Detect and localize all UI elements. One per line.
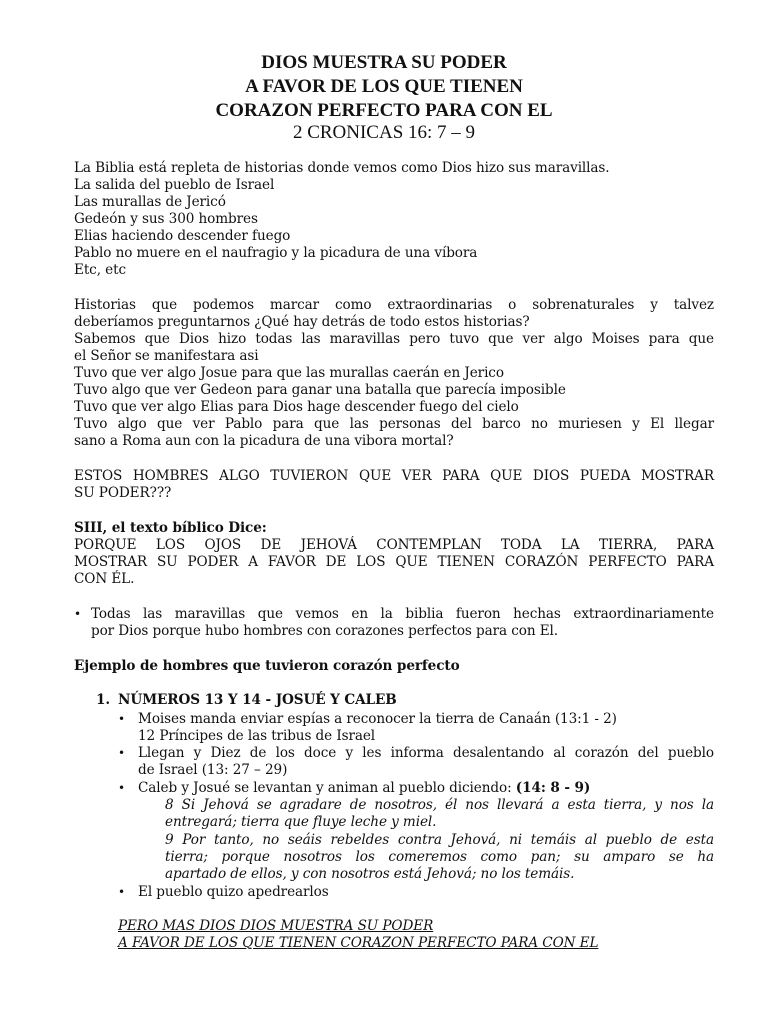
bullet-icon: •	[118, 712, 126, 726]
item-reference: (14: 8 - 9)	[515, 780, 591, 796]
title-line-2: A FAVOR DE LOS QUE TIENEN	[245, 76, 523, 97]
section-item-line: de Israel (13: 27 – 29)	[138, 762, 288, 778]
intro-line: Gedeón y sus 300 hombres	[74, 211, 258, 227]
verse-line: 8 Si Jehová se agradare de nosotros, él nos llevará a esta tierra, y nos la	[165, 797, 714, 813]
intro-line: Elias haciendo descender fuego	[74, 228, 291, 244]
item-text: Caleb y Josué se levantan y animan al pueblo diciendo:	[138, 780, 516, 796]
section-item-line: 12 Príncipes de las tribus de Israel	[138, 728, 376, 744]
intro-line: Etc, etc	[74, 262, 126, 278]
paragraph-line: Tuvo algo que ver Pablo para que las personas del barco no muriesen y El llegar	[74, 416, 714, 432]
verse-line: 9 Por tanto, no seáis rebeldes contra Jehová, ni temáis al pueblo de esta	[165, 832, 714, 848]
paragraph-line: Historias que podemos marcar como extraordinarias o sobrenaturales y talvez	[74, 297, 714, 313]
section-item-line: El pueblo quizo apedrearlos	[138, 884, 329, 900]
section-number: 1.	[96, 692, 110, 708]
paragraph-line: sano a Roma aun con la picadura de una vibora mortal?	[74, 433, 454, 449]
quote-line: CON ÉL.	[74, 571, 135, 587]
paragraph-line: Tuvo algo que ver Gedeon para ganar una batalla que parecía imposible	[74, 382, 566, 398]
bullet-icon: •	[118, 781, 126, 795]
title-line-3: CORAZON PERFECTO PARA CON EL	[215, 100, 553, 121]
section-item-line: Llegan y Diez de los doce y les informa desalentando al corazón del pueblo	[138, 745, 714, 761]
verse-line: apartado de ellos, y con nosotros está Jehová; no los temáis.	[165, 866, 575, 882]
scripture-reference: 2 CRONICAS 16: 7 – 9	[292, 122, 476, 143]
paragraph-line: ESTOS HOMBRES ALGO TUVIERON QUE VER PARA QUE DIOS PUEDA MOSTRAR	[74, 468, 714, 484]
paragraph-line: deberíamos preguntarnos ¿Qué hay detrás de todo estos historias?	[74, 314, 530, 330]
examples-heading: Ejemplo de hombres que tuvieron corazón perfecto	[74, 658, 460, 674]
paragraph-line: el Señor se manifestara asi	[74, 348, 259, 364]
verse-line: entregará; tierra que fluye leche y miel.	[165, 814, 437, 830]
intro-line: La Biblia está repleta de historias donde vemos como Dios hizo sus maravillas.	[74, 160, 610, 176]
intro-line: La salida del pueblo de Israel	[74, 177, 275, 193]
verse-line: tierra; porque nosotros los comeremos como pan; su amparo se ha	[165, 849, 714, 865]
paragraph-line: SU PODER???	[74, 485, 172, 501]
paragraph-line: Tuvo que ver algo Josue para que las murallas caerán en Jerico	[74, 365, 504, 381]
title-line-1: DIOS MUESTRA SU PODER	[261, 52, 507, 73]
bullet-line: Todas las maravillas que vemos en la biblia fueron hechas extraordinariamente	[91, 606, 714, 622]
closing-line: PERO MAS DIOS DIOS MUESTRA SU PODER	[118, 918, 434, 934]
bullet-icon: •	[118, 885, 126, 899]
quote-line: MOSTRAR SU PODER A FAVOR DE LOS QUE TIENEN CORAZÓN PERFECTO PARA	[74, 554, 714, 570]
paragraph-line: Tuvo que ver algo Elias para Dios hage descender fuego del cielo	[74, 399, 519, 415]
text-heading: SIII, el texto bíblico Dice:	[74, 520, 267, 536]
closing-line: A FAVOR DE LOS QUE TIENEN CORAZON PERFECTO PARA CON EL	[118, 935, 599, 951]
section-heading: NÚMEROS 13 Y 14 - JOSUÉ Y CALEB	[118, 692, 397, 708]
section-item-line: Moises manda enviar espías a reconocer la tierra de Canaán (13:1 - 2)	[138, 711, 617, 727]
intro-line: Pablo no muere en el naufragio y la picadura de una víbora	[74, 245, 478, 261]
bullet-icon: •	[74, 607, 82, 621]
bullet-line: por Dios porque hubo hombres con corazones perfectos para con El.	[91, 623, 559, 639]
quote-line: PORQUE LOS OJOS DE JEHOVÁ CONTEMPLAN TODA LA TIERRA, PARA	[74, 537, 714, 553]
paragraph-line: Sabemos que Dios hizo todas las maravillas pero tuvo que ver algo Moises para que	[74, 331, 714, 347]
bullet-icon: •	[118, 746, 126, 760]
section-item-line	[138, 780, 718, 797]
intro-line: Las murallas de Jericó	[74, 194, 226, 210]
